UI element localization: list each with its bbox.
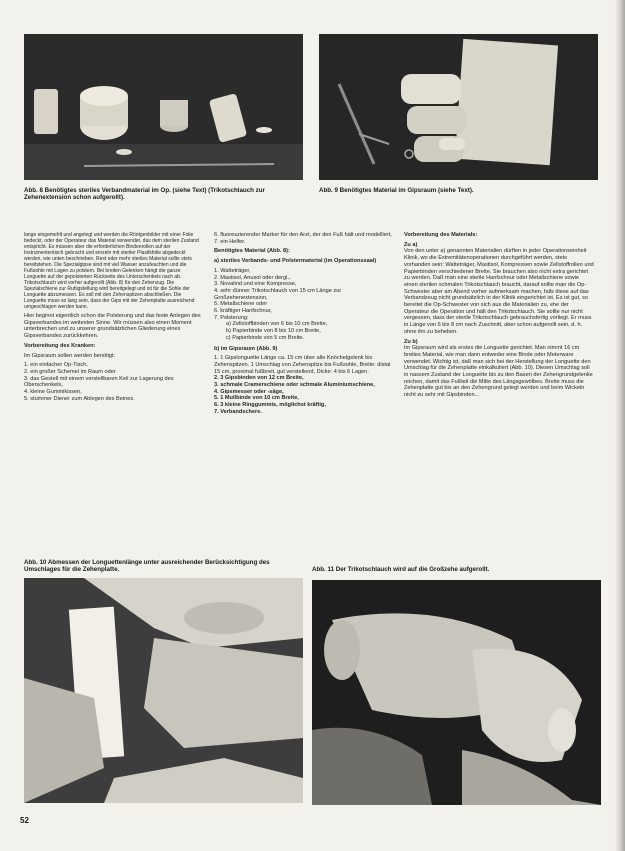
list-item: 4. sehr dünner Trikotschlauch von 15 cm Länge zur Großzehenextension, [214, 287, 342, 301]
section-b-heading: b) im Gipsraum (Abb. 9) [214, 345, 278, 352]
list-item: c) Papierbinde von 5 cm Breite. [226, 334, 305, 341]
list-item: 5. Metallschiene oder [214, 301, 268, 308]
list-item: 3. Novalind und eine Kompresse, [214, 281, 297, 288]
page-number: 52 [20, 816, 29, 825]
list-item: 7. Verbandschere. [214, 408, 262, 415]
list-item: 7. Polsterung: [214, 314, 249, 321]
column-1-small-text: lange eingemehlt und angelegt und werden die Röntgenbilder mit einer Folie bedeckt, oder der Operateur das Material verwendet, das dem sterilen Zustand entspricht. Es müssen aber die erforderlichen Bindenrollen auf der Instrumententisch gebracht und einzeln mit steriler Plastikfolie abgedeckt werden, wie unten beschrieben. Rest oder mehr steriles Material sollte stets bereitstehen. Die Spezialgipse sind mit viel Wasser anzufeuchten und die Fußsohle mit Lagen zu polstern. Bei breiten Gelenken hängt die ganze Longuette auf der gepolsterten Rückseite des Unterschenkels nach ab. Trikotschlauch wird vorher aufgerollt (Abb. 8) für den Zehenzug. Die Spezialschiene zur Ruhigstellung wird bereitgelegt und ist für die Sohle der Longuette abzumessen. Es soll mit den Zehenspitzen abschließen. Die Longuette muss so lang sein, dass der Gips mit der Zehenplatte ausreichend umgeschlagen werden kann. [24, 232, 199, 310]
gipsraum-material-image [319, 34, 598, 180]
sterile-material-image [24, 34, 303, 180]
text-column-2 [214, 232, 394, 416]
column-3-heading: Vorbereitung des Materials: [404, 232, 478, 238]
list-item: 3. schmale Cramerschiene oder schmale Aluminiumschiene, [214, 382, 375, 389]
list-item: 2. ein großer Schemel im Raum oder [24, 368, 116, 375]
longuette-measurement-image [24, 578, 303, 803]
column-1-intro: Im Gipsraum sollen werden benötigt: [24, 352, 116, 359]
figure-abb11-photo [312, 580, 601, 805]
text-column-1 [24, 232, 204, 402]
list-item: 1. ein einfacher Op-Tisch, [24, 362, 88, 369]
list-item: b) Papierbinde von 8 bis 10 cm Breite, [226, 328, 321, 335]
list-item: 6. kräftiger Hanfschnur, [214, 308, 272, 315]
list-item: a) Zellstoffbinden von 6 bis 10 cm Breite, [226, 321, 328, 328]
figure-abb8-photo [24, 34, 303, 180]
list-item: 4. Gipsmesser oder -säge, [214, 388, 284, 395]
section-b-text: Im Gipsraum wird als erstes die Longuette gerichtet. Man nimmt 16 cm breites Material, wie man dann entweder eine Binde oder Meterware verwendet. Wichtig ist, daß man sich bei der Herstellung der Longuette den Umschlag für die Zehenplatte einkalkuliert (Abb. 10). Diesen Umschlag soll in nassem Zustand der Longuette bis zu den Basen der Zehengrundgelenke reichen, damit das Fußteil die Mitte des Längsgewölbes. Breite muss die Zehenplatte gut bis an den Zehengrund gelegt werden und beim Wickeln nicht zu sehr mit Gipsbinden... [404, 345, 593, 399]
figure-abb10-photo [24, 578, 303, 803]
list-item: 6. fluoreszierender Marker für den Arzt, der den Fuß hält und modelliert, [214, 232, 392, 238]
list-item: 2. Mastisol, Anusol oder dergl., [214, 274, 291, 281]
list-item: 1. Watteträger, [214, 267, 251, 274]
caption-abb9: Abb. 9 Benötigtes Material im Gipsraum (siehe Text). [319, 187, 474, 194]
trikotschlauch-toe-image [312, 580, 601, 805]
page-edge-shadow [615, 0, 625, 851]
list-item: 7. ein Helfer. [214, 238, 246, 245]
list-item: 3. das Gestell mit einem verstellbaren Keil zur Lagerung des Oberschenkels, [24, 375, 174, 389]
section-a-heading: a) steriles Verbands- und Polstermaterial (im Operationssaal) [214, 258, 377, 265]
list-item: 2. 3 Gipsbinden von 12 cm Breite, [214, 375, 304, 382]
list-item: 6. 3 kleine Ringgummis, möglichst kräftig, [214, 402, 326, 409]
column-2-heading: Benötigtes Material (Abb. 8): [214, 248, 290, 255]
figure-abb9-photo [319, 34, 598, 180]
list-item: 4. kleine Gummikissen, [24, 389, 82, 396]
section-a-text: Von den unter a) genannten Materialien dürften in jeder Operationseinheit Klinik, wo die Extremitätenoperationen durchgeführt werden, stets vorhanden sein: Watteträger, Mastisol, Kompressen sowie Zellstoffrollen und Papierbinden verschiedener Breite. Sie brauchen also nicht extra gerichtet zu werden. Daß man eine sterile Hanfschnur oder Metallschiene sowie einen sterilen schmalen Trikotschlauch braucht, darauf sollte man die Op-Schwester aber am Abend vorher aufmerksam machen, falls diese auf das Verbandzeug nicht grundsätzlich in der Klinik eingerichtet ist. Es ist gut, so bereitet die Op-Schwester von sich aus die Materialien zu, ehe der Operateur die Operation und hält den Trikotschlauch. Sie sollte nur nicht vergessen, dass der sterile Trikotschlauch gebrauchsfertig vorliegt. Er muss in Länge von 6 bis 8 cm nach Zuschnitt, aber schon aufgerollt sein, d. h. ohne ihn zu beheben. [404, 248, 594, 335]
text-column-3 [404, 232, 594, 402]
caption-abb8: Abb. 8 Benötigtes steriles Verbandmaterial im Op. (siehe Text) (Trikotschlauch zur Zehenextension schon aufgerollt). [24, 187, 265, 202]
caption-abb11: Abb. 11 Der Trikotschlauch wird auf die Großzehe aufgerollt. [312, 566, 490, 573]
list-item: 5. 1 Mullbinde von 10 cm Breite, [214, 395, 299, 402]
section-b-label: Zu b) [404, 338, 418, 345]
column-1-paragraph: Hier beginnt eigentlich schon die Polsterung und das feste Anlegen des Gipsverbandes im weitesten Sinne. Wir müssen also einen Moment unterbrechen und zu unserer grundsätzlichen Gliederung eines Gipsverbandes zurückkehren. [24, 313, 201, 340]
column-1-list [24, 362, 204, 402]
list-item: 5. stummer Diener zum Ablegen des Beines. [24, 395, 135, 402]
column-1-heading: Vorbereitung des Kranken: [24, 342, 96, 349]
section-a-label: Zu a) [404, 241, 418, 248]
caption-abb10: Abb. 10 Abmessen der Longuettenlänge unter ausreichender Berücksichtigung des Umschlages für die Zehenplatte. [24, 559, 270, 574]
list-item: 1. 1 Gipslonguette Länge ca. 15 cm über alle Knöchelgelenk bis Zehenspitzen. 1 Umschlag von Zehenspitze bis Fußsohle, Breite: distal 15 cm, proximal fußbreit, gut verstellend, Dicke: 4 bis 6 Lagen. [214, 355, 391, 375]
